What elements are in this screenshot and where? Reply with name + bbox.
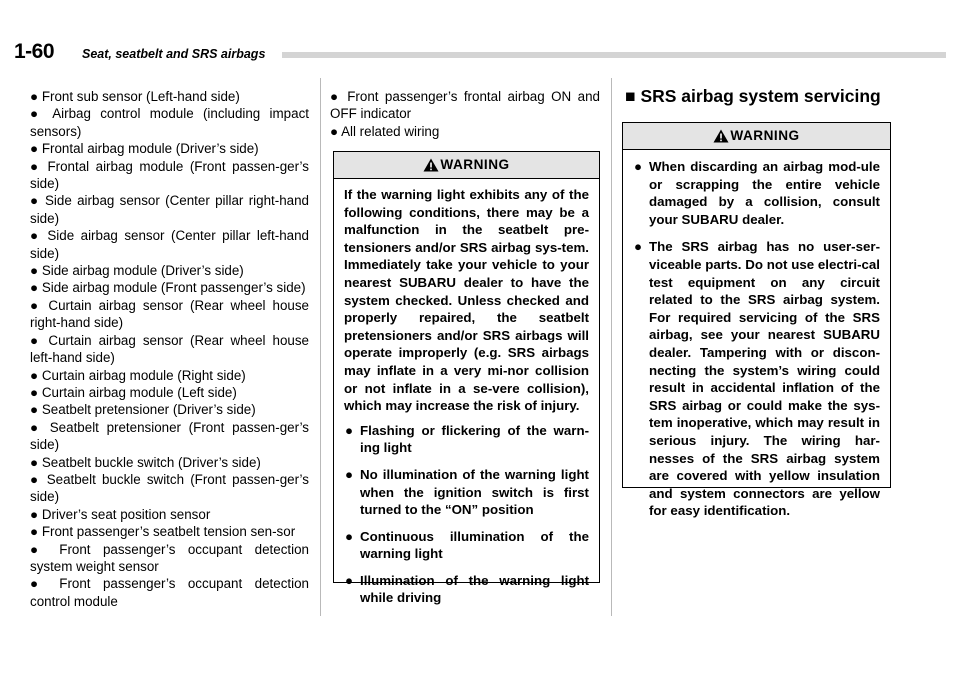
- list-item: [330, 88, 600, 123]
- bullet-icon: ●: [634, 159, 643, 174]
- warning-conditions-list: [344, 422, 589, 607]
- bullet-icon: ●: [30, 158, 41, 174]
- list-item: [30, 575, 309, 610]
- bullet-icon: ●: [30, 297, 42, 313]
- bullet-icon: ●: [345, 572, 354, 588]
- list-item-text: Side airbag module (Driver’s side): [41, 263, 244, 279]
- warning-item: [344, 572, 589, 607]
- list-item: [30, 401, 309, 418]
- bullet-icon: ●: [30, 454, 39, 470]
- warning-triangle-icon: [423, 155, 439, 181]
- warning-item: [633, 158, 880, 228]
- section-heading: [625, 86, 925, 107]
- bullet-icon: ●: [345, 422, 354, 438]
- list-item: [30, 262, 309, 279]
- bullet-icon: ●: [30, 524, 39, 540]
- list-item-text: Curtain airbag module (Right side): [41, 367, 246, 383]
- component-list-continued: [330, 88, 600, 140]
- column-divider-1: [320, 78, 321, 616]
- list-item-text: Front passenger’s occupant detection control module: [30, 576, 309, 609]
- list-item-text: Front passenger’s frontal airbag ON and OFF indicator: [330, 89, 600, 122]
- bullet-icon: ●: [330, 123, 339, 139]
- list-item-text: Frontal airbag module (Driver’s side): [41, 141, 259, 157]
- warning-item: [633, 238, 880, 520]
- warning-item-text: No illumination of the warning light when the ignition switch is first turned to the “ON” position: [360, 466, 589, 518]
- list-item: [30, 140, 309, 157]
- list-item-text: All related wiring: [341, 123, 440, 139]
- page-header: [14, 40, 946, 68]
- list-item: [30, 279, 309, 296]
- warning-heading: [334, 152, 599, 179]
- warning-item-text: The SRS airbag has no user-ser-viceable parts. Do not use electri-cal test equipment on any circuit related to the SRS airbag system. For required servicing of the SRS airbag, see your nearest SUBARU dealer. Tampering with or discon-necting the system’s wiring could result in accidental inflation of the SRS airbag or could make the sys-tem inoperative, which may result in serious injury. The wiring har-nesses of the SRS airbag system are covered with yellow insulation and system connectors are yellow for easy identification.: [649, 239, 880, 519]
- bullet-icon: ●: [30, 402, 39, 418]
- section-heading-text: SRS airbag system servicing: [640, 86, 881, 106]
- bullet-icon: ●: [30, 576, 47, 592]
- warning-item-text: When discarding an airbag mod-ule or scrapping the entire vehicle damaged by a collision, consult your SUBARU dealer.: [649, 159, 880, 227]
- list-item-text: Front passenger’s occupant detection system weight sensor: [30, 541, 309, 574]
- list-item: [30, 384, 309, 401]
- warning-item-text: Flashing or flickering of the warn-ing light: [360, 422, 589, 456]
- warning-item-text: Illumination of the warning light while driving: [360, 572, 589, 606]
- list-item-text: Seatbelt buckle switch (Front passen-ger’s side): [30, 471, 309, 505]
- bullet-icon: ●: [30, 384, 39, 400]
- bullet-icon: ●: [345, 466, 354, 482]
- warning-intro: If the warning light exhibits any of the following conditions, there may be a malfunction in the seatbelt pre-tensioners and/or SRS airbag sys-tem. Immediately take your vehicle to your nearest SUBARU dealer to have the system checked. Unless checked and properly repaired, the seatbelt pretensioners and/or SRS airbags will operate improperly (e.g. SRS airbags may inflate in a very mi-nor collision or not inflate in a se-vere collision), which may increase the risk of injury.: [344, 187, 589, 414]
- list-item-text: Curtain airbag module (Left side): [41, 384, 237, 400]
- list-item-text: Front sub sensor (Left-hand side): [41, 89, 240, 104]
- list-item: [30, 454, 309, 471]
- bullet-icon: ●: [30, 471, 41, 487]
- warning-item: [344, 528, 589, 563]
- component-list: [30, 88, 309, 610]
- list-item: [330, 123, 600, 140]
- section-marker: ■: [625, 86, 636, 106]
- list-item-text: Driver’s seat position sensor: [41, 506, 211, 522]
- warning-box-indicator-light: [333, 151, 600, 606]
- section-title: Seat, seatbelt and SRS airbags: [82, 47, 266, 61]
- warning-item: [344, 466, 589, 519]
- bullet-icon: ●: [30, 89, 39, 104]
- list-item-text: Front passenger’s seatbelt tension sen-sor: [41, 524, 296, 540]
- header-rule: [282, 52, 946, 58]
- list-item-text: Curtain airbag sensor (Rear wheel house left-hand side): [30, 332, 309, 366]
- bullet-icon: ●: [330, 89, 341, 104]
- bullet-icon: ●: [30, 541, 47, 557]
- list-item-text: Seatbelt pretensioner (Driver’s side): [41, 402, 256, 418]
- warning-item-text: Continuous illumination of the warning light: [360, 528, 589, 562]
- bullet-icon: ●: [30, 332, 42, 348]
- bullet-icon: ●: [345, 528, 354, 544]
- warning-heading-text: WARNING: [730, 128, 800, 143]
- bullet-icon: ●: [30, 280, 39, 296]
- list-item: [30, 88, 309, 105]
- page-number: 1-60: [14, 40, 55, 63]
- list-item: [30, 192, 309, 227]
- list-item-text: Side airbag sensor (Center pillar right-hand side): [30, 193, 309, 226]
- list-item: [30, 105, 309, 140]
- bullet-icon: ●: [30, 367, 39, 383]
- servicing-warning-list: [633, 158, 880, 520]
- list-item: [30, 227, 309, 262]
- warning-box-servicing: [622, 122, 891, 519]
- warning-heading-text: WARNING: [440, 157, 510, 172]
- list-item: [30, 332, 309, 367]
- list-item-text: Frontal airbag module (Front passen-ger’s side): [30, 158, 309, 192]
- list-item-text: Seatbelt pretensioner (Front passen-ger’s side): [30, 419, 309, 453]
- list-item: [30, 158, 309, 193]
- bullet-icon: ●: [30, 506, 39, 522]
- list-item: [30, 419, 309, 454]
- bullet-icon: ●: [30, 193, 40, 209]
- warning-triangle-icon: [713, 126, 729, 152]
- list-item: [30, 297, 309, 332]
- bullet-icon: ●: [30, 263, 39, 279]
- list-item-text: Seatbelt buckle switch (Driver’s side): [41, 454, 261, 470]
- list-item-text: Side airbag module (Front passenger’s side): [41, 280, 306, 296]
- bullet-icon: ●: [30, 419, 43, 435]
- list-item-text: Curtain airbag sensor (Rear wheel house right-hand side): [30, 297, 309, 331]
- list-item: [30, 541, 309, 576]
- bullet-icon: ●: [30, 141, 39, 157]
- list-item-text: Side airbag sensor (Center pillar left-hand side): [30, 228, 309, 261]
- list-item: [30, 523, 309, 540]
- list-item: [30, 471, 309, 506]
- warning-heading: [623, 123, 890, 150]
- list-item-text: Airbag control module (including impact sensors): [30, 106, 309, 139]
- warning-item: [344, 422, 589, 457]
- bullet-icon: ●: [634, 239, 643, 255]
- bullet-icon: ●: [30, 228, 41, 244]
- bullet-icon: ●: [30, 106, 44, 122]
- list-item: [30, 367, 309, 384]
- column-divider-2: [611, 78, 612, 616]
- list-item: [30, 506, 309, 523]
